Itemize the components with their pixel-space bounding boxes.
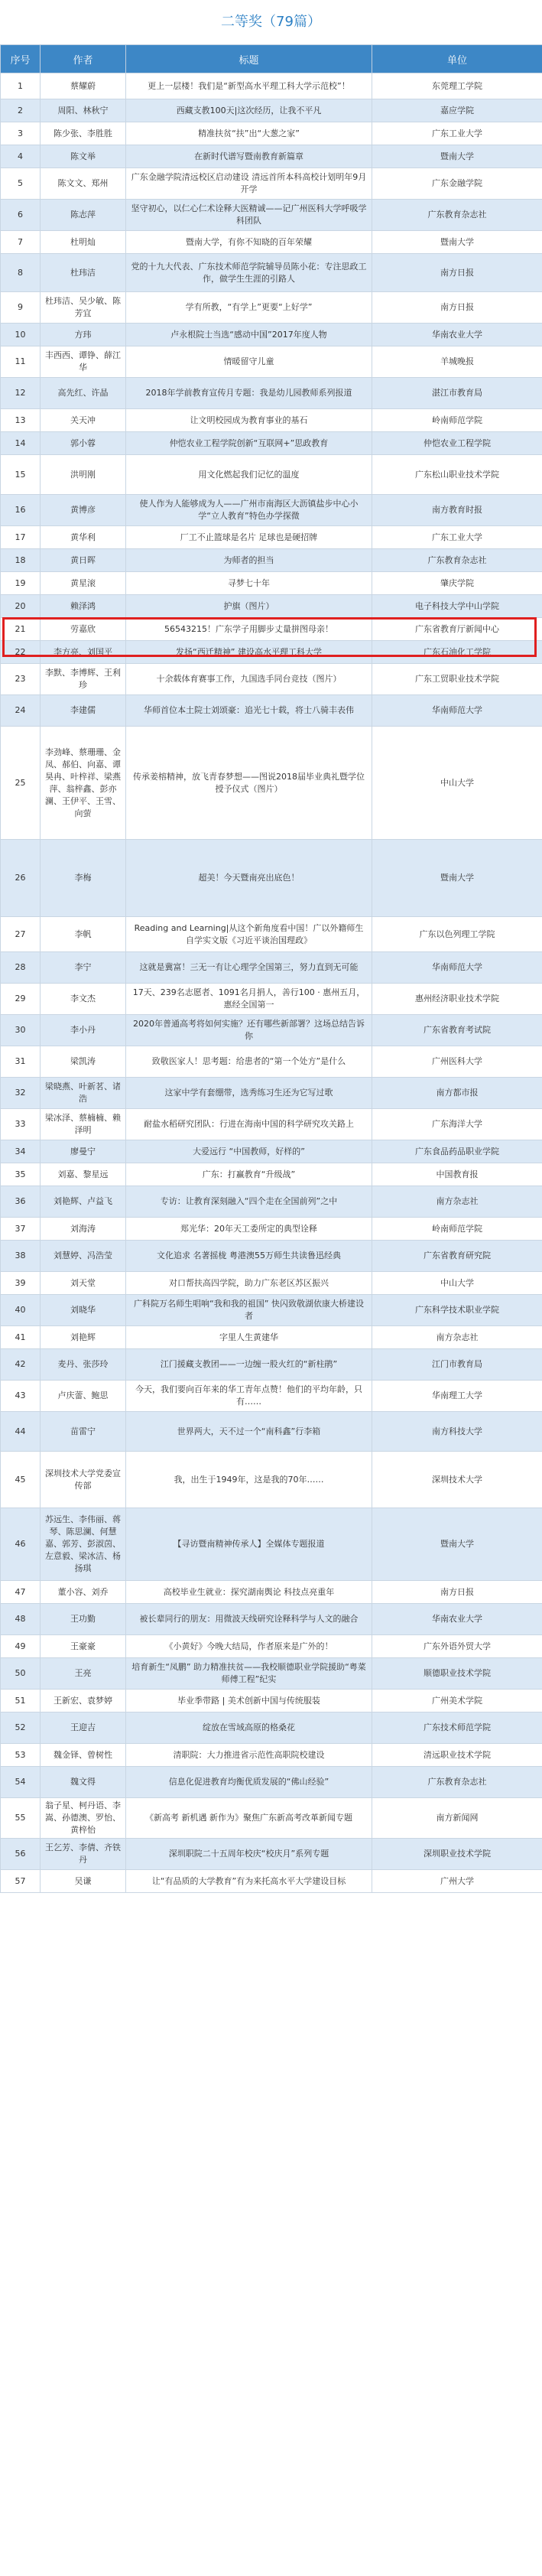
cell-unit: 广东工业大学: [372, 526, 542, 549]
cell-unit: 南方科技大学: [372, 1412, 542, 1452]
table-row: [1, 1744, 542, 1767]
cell-title: 2020年普通高考将如何实施？还有哪些新部署？这场总结告诉你: [126, 1015, 372, 1046]
cell-index: 48: [1, 1604, 41, 1635]
cell-title: 对口帮扶高四学院，助力广东老区苏区振兴: [126, 1272, 372, 1295]
cell-title: 用文化燃起我们记忆的温度: [126, 455, 372, 495]
cell-unit: 广东省教育厅新闻中心: [372, 618, 542, 641]
table-row: [1, 346, 542, 378]
cell-unit: 肇庆学院: [372, 572, 542, 595]
cell-unit: 南方日报: [372, 254, 542, 292]
cell-title: 郑光华：20年天工委所定的典型诠释: [126, 1218, 372, 1241]
cell-unit: 华南师范大学: [372, 952, 542, 984]
cell-title: 这就是冀富！三无一有让心理学全国第三，努力直到无可能: [126, 952, 372, 984]
cell-author: 梁冰泽、蔡楠楠、赖泽明: [41, 1109, 126, 1140]
cell-author: 苗雷宁: [41, 1412, 126, 1452]
cell-author: 王豪豪: [41, 1635, 126, 1658]
cell-index: 19: [1, 572, 41, 595]
cell-author: 高先红、许晶: [41, 378, 126, 409]
cell-title: 情暖留守儿童: [126, 346, 372, 378]
cell-author: 陈志萍: [41, 200, 126, 231]
page-title: 二等奖（79篇）: [221, 14, 321, 30]
cell-index: 23: [1, 664, 41, 695]
cell-index: 52: [1, 1712, 41, 1744]
cell-unit: 江门市教育局: [372, 1349, 542, 1381]
cell-author: 赖泽鸿: [41, 595, 126, 618]
cell-unit: 广东外语外贸大学: [372, 1635, 542, 1658]
cell-author: 蔡耀蔚: [41, 73, 126, 99]
cell-author: 李帆: [41, 917, 126, 952]
table-row: [1, 378, 542, 409]
cell-title: 信息化促进教育均衡优质发展的“佛山经验”: [126, 1767, 372, 1798]
table-row: [1, 99, 542, 122]
cell-unit: 顺德职业技术学院: [372, 1658, 542, 1690]
cell-index: 16: [1, 495, 41, 526]
cell-author: 李方亮、刘国平: [41, 641, 126, 664]
cell-unit: 清远职业技术学院: [372, 1744, 542, 1767]
cell-author: 黄华利: [41, 526, 126, 549]
cell-index: 34: [1, 1140, 41, 1163]
table-row: [1, 292, 542, 324]
cell-index: 46: [1, 1508, 41, 1581]
table-row: [1, 917, 542, 952]
table-row: [1, 1604, 542, 1635]
table-row: [1, 840, 542, 917]
cell-unit: 广东技术师范学院: [372, 1712, 542, 1744]
table-row: [1, 1349, 542, 1381]
cell-unit: 仲恺农业工程学院: [372, 432, 542, 455]
cell-title: 精准扶贫“扶”出“大葱之家”: [126, 122, 372, 145]
cell-author: 刘艳辉、卢益飞: [41, 1186, 126, 1218]
table-row: [1, 409, 542, 432]
table-row: [1, 984, 542, 1015]
cell-author: 郭小蓉: [41, 432, 126, 455]
award-table-container: [0, 44, 542, 1893]
cell-unit: 广东石油化工学院: [372, 641, 542, 664]
table-row: [1, 254, 542, 292]
cell-unit: 嘉应学院: [372, 99, 542, 122]
cell-title: 十余载体育赛事工作，九国选手同台竞技（图片）: [126, 664, 372, 695]
cell-unit: 广州美术学院: [372, 1690, 542, 1712]
cell-index: 31: [1, 1046, 41, 1078]
cell-index: 2: [1, 99, 41, 122]
cell-unit: 暨南大学: [372, 1508, 542, 1581]
cell-unit: 广东以色列理工学院: [372, 917, 542, 952]
cell-index: 38: [1, 1241, 41, 1272]
cell-index: 57: [1, 1870, 41, 1893]
cell-author: 王亮: [41, 1658, 126, 1690]
cell-title: 使人作为人能够成为人——广州市南海区大沥镇盐步中心小学“立人教育”特色办学探微: [126, 495, 372, 526]
cell-author: 吴谦: [41, 1870, 126, 1893]
cell-index: 35: [1, 1163, 41, 1186]
table-row: [1, 572, 542, 595]
cell-title: 西藏支教100天|这次经历，让我不平凡: [126, 99, 372, 122]
cell-index: 29: [1, 984, 41, 1015]
cell-unit: 广州大学: [372, 1870, 542, 1893]
table-row: [1, 495, 542, 526]
cell-title: 在新时代谱写暨南教育新篇章: [126, 145, 372, 168]
table-row: [1, 1412, 542, 1452]
cell-title: 让文明校园成为教育事业的基石: [126, 409, 372, 432]
cell-unit: 中国教育报: [372, 1163, 542, 1186]
cell-unit: 南方新闻网: [372, 1798, 542, 1839]
cell-author: 深圳技术大学党委宣传部: [41, 1452, 126, 1508]
cell-title: 江门援藏支教团——一边缠一股火红的“新柱鹃”: [126, 1349, 372, 1381]
table-row: [1, 1218, 542, 1241]
table-row: [1, 1452, 542, 1508]
cell-title: 专访：让教育深刻融入“四个走在全国前列”之中: [126, 1186, 372, 1218]
cell-index: 44: [1, 1412, 41, 1452]
table-header-row: [1, 45, 542, 73]
cell-unit: 华南理工大学: [372, 1381, 542, 1412]
cell-author: 廖曼宁: [41, 1140, 126, 1163]
table-body: [1, 73, 542, 1893]
cell-unit: 南方教育时报: [372, 495, 542, 526]
table-row: [1, 526, 542, 549]
cell-title: 今天，我们要向百年来的华工青年点赞！他们的平均年龄，只有……: [126, 1381, 372, 1412]
table-row: [1, 200, 542, 231]
cell-unit: 华南农业大学: [372, 1604, 542, 1635]
cell-index: 54: [1, 1767, 41, 1798]
cell-title: 卢永根院士当选“感动中国”2017年度人物: [126, 324, 372, 346]
cell-index: 24: [1, 695, 41, 727]
cell-author: 丰西西、谭铮、薛江华: [41, 346, 126, 378]
header-author: 作者: [41, 45, 126, 73]
cell-unit: 南方杂志社: [372, 1186, 542, 1218]
cell-unit: 广东食品药品职业学院: [372, 1140, 542, 1163]
cell-author: 王迎吉: [41, 1712, 126, 1744]
header-title: 标题: [126, 45, 372, 73]
table-row: [1, 1015, 542, 1046]
table-row: [1, 549, 542, 572]
table-row: [1, 1690, 542, 1712]
table-row: [1, 324, 542, 346]
table-row: [1, 952, 542, 984]
cell-title: 让“有品质的大学教育”有为来托高水平大学建设目标: [126, 1870, 372, 1893]
cell-title: 56543215！广东学子用脚步丈量拼图母亲！: [126, 618, 372, 641]
cell-unit: 广东科学技术职业学院: [372, 1295, 542, 1326]
table-row: [1, 1078, 542, 1109]
cell-title: 更上一层楼！我们是“新型高水平理工科大学示范校”！: [126, 73, 372, 99]
cell-unit: 暨南大学: [372, 840, 542, 917]
cell-index: 14: [1, 432, 41, 455]
table-row: [1, 455, 542, 495]
cell-author: 刘艳辉: [41, 1326, 126, 1349]
cell-unit: 岭南师范学院: [372, 1218, 542, 1241]
cell-title: 广东金融学院清远校区启动建设 清远首所本科高校计划明年9月开学: [126, 168, 372, 200]
table-row: [1, 168, 542, 200]
cell-index: 21: [1, 618, 41, 641]
cell-index: 1: [1, 73, 41, 99]
table-row: [1, 1163, 542, 1186]
cell-index: 41: [1, 1326, 41, 1349]
cell-index: 33: [1, 1109, 41, 1140]
cell-author: 刘晓华: [41, 1295, 126, 1326]
table-row: [1, 231, 542, 254]
table-row: [1, 1326, 542, 1349]
cell-unit: 广东松山职业技术学院: [372, 455, 542, 495]
cell-title: 厂工不止篮球是名片 足球也是硬招牌: [126, 526, 372, 549]
cell-author: 魏文得: [41, 1767, 126, 1798]
cell-author: 周阳、林秋宁: [41, 99, 126, 122]
cell-unit: 湛江市教育局: [372, 378, 542, 409]
cell-author: 卢庆蕾、鲍思: [41, 1381, 126, 1412]
cell-index: 26: [1, 840, 41, 917]
header-unit: 单位: [372, 45, 542, 73]
table-row: [1, 1658, 542, 1690]
cell-author: 王功勤: [41, 1604, 126, 1635]
cell-index: 37: [1, 1218, 41, 1241]
cell-index: 49: [1, 1635, 41, 1658]
table-row: [1, 695, 542, 727]
table-row: [1, 1635, 542, 1658]
cell-index: 11: [1, 346, 41, 378]
table-row: [1, 145, 542, 168]
cell-author: 陈少张、李胜胜: [41, 122, 126, 145]
cell-author: 劳嘉欣: [41, 618, 126, 641]
cell-index: 50: [1, 1658, 41, 1690]
cell-title: 我，出生于1949年，这是我的70年……: [126, 1452, 372, 1508]
cell-title: 传承姜榕精神，放飞青春梦想——图说2018届毕业典礼暨学位授予仪式（图片）: [126, 727, 372, 840]
cell-author: 杜玮洁: [41, 254, 126, 292]
cell-unit: 广东工业大学: [372, 122, 542, 145]
cell-index: 53: [1, 1744, 41, 1767]
table-row: [1, 432, 542, 455]
cell-index: 7: [1, 231, 41, 254]
cell-title: 发扬“西迁精神” 建设高水平理工科大学: [126, 641, 372, 664]
cell-title: 这家中学有套绷带，选秀练习生还为它写过歌: [126, 1078, 372, 1109]
cell-index: 47: [1, 1581, 41, 1604]
cell-unit: 中山大学: [372, 727, 542, 840]
cell-index: 25: [1, 727, 41, 840]
table-row: [1, 1046, 542, 1078]
cell-unit: 南方都市报: [372, 1078, 542, 1109]
cell-author: 方玮: [41, 324, 126, 346]
cell-unit: 南方日报: [372, 1581, 542, 1604]
cell-author: 黄博彦: [41, 495, 126, 526]
cell-title: 深圳职院二十五周年校庆“校庆月”系列专题: [126, 1839, 372, 1870]
cell-author: 黄星滚: [41, 572, 126, 595]
cell-author: 王新宏、袁梦婷: [41, 1690, 126, 1712]
cell-unit: 深圳技术大学: [372, 1452, 542, 1508]
cell-author: 刘天堂: [41, 1272, 126, 1295]
cell-author: 魏金铎、曾树性: [41, 1744, 126, 1767]
cell-unit: 暨南大学: [372, 145, 542, 168]
cell-index: 42: [1, 1349, 41, 1381]
cell-title: 超美！今天暨南亮出底色！: [126, 840, 372, 917]
cell-index: 45: [1, 1452, 41, 1508]
cell-title: 坚守初心，以仁心仁术诠释大医精诚——记广州医科大学呼吸学科团队: [126, 200, 372, 231]
cell-index: 4: [1, 145, 41, 168]
cell-unit: 深圳职业技术学院: [372, 1839, 542, 1870]
cell-index: 43: [1, 1381, 41, 1412]
cell-index: 56: [1, 1839, 41, 1870]
cell-unit: 惠州经济职业技术学院: [372, 984, 542, 1015]
cell-author: 李建儒: [41, 695, 126, 727]
table-row: [1, 1109, 542, 1140]
cell-title: 被长辈同行的朋友：用微波天线研究诠释科学与人文的融合: [126, 1604, 372, 1635]
table-row: [1, 1381, 542, 1412]
cell-author: 杜明灿: [41, 231, 126, 254]
cell-unit: 华南农业大学: [372, 324, 542, 346]
cell-author: 李梅: [41, 840, 126, 917]
cell-title: 世界两大，天不过一个“南科鑫”行李箱: [126, 1412, 372, 1452]
cell-title: 大爱远行 “中国教师，好样的”: [126, 1140, 372, 1163]
cell-author: 陈文举: [41, 145, 126, 168]
cell-index: 27: [1, 917, 41, 952]
cell-title: 培育新生“凤鹏” 助力精准扶贫——我校顺德职业学院援助“粤菜师傅工程”纪实: [126, 1658, 372, 1690]
table-row: [1, 1186, 542, 1218]
cell-title: 字里人生黄建华: [126, 1326, 372, 1349]
header-index: 序号: [1, 45, 41, 73]
cell-title: 绽放在雪域高原的格桑花: [126, 1712, 372, 1744]
table-row: [1, 1508, 542, 1581]
cell-unit: 广东教育杂志社: [372, 1767, 542, 1798]
cell-index: 20: [1, 595, 41, 618]
table-row: [1, 122, 542, 145]
cell-index: 18: [1, 549, 41, 572]
cell-title: 护旗（图片）: [126, 595, 372, 618]
cell-index: 12: [1, 378, 41, 409]
table-row: [1, 595, 542, 618]
cell-author: 麦丹、张莎玲: [41, 1349, 126, 1381]
cell-author: 关天冲: [41, 409, 126, 432]
cell-unit: 岭南师范学院: [372, 409, 542, 432]
table-row: [1, 664, 542, 695]
cell-index: 6: [1, 200, 41, 231]
cell-index: 39: [1, 1272, 41, 1295]
cell-unit: 广东教育杂志社: [372, 549, 542, 572]
table-row: [1, 1798, 542, 1839]
cell-index: 36: [1, 1186, 41, 1218]
cell-title: 《新高考 新机遇 新作为》聚焦广东新高考改革新闻专题: [126, 1798, 372, 1839]
cell-title: 毕业季带路 | 美术创新中国与传统服装: [126, 1690, 372, 1712]
cell-author: 刘嘉、黎星远: [41, 1163, 126, 1186]
cell-index: 17: [1, 526, 41, 549]
cell-title: 广科院万名师生唱响“我和我的祖国” 快闪致敬湖依康大桥建设者: [126, 1295, 372, 1326]
cell-title: 2018年学前教育宣传月专题：我是幼儿园教师系列报道: [126, 378, 372, 409]
cell-author: 刘慧婷、冯浩莹: [41, 1241, 126, 1272]
cell-index: 8: [1, 254, 41, 292]
cell-author: 李默、李博辉、王利珍: [41, 664, 126, 695]
cell-unit: 华南师范大学: [372, 695, 542, 727]
table-row: [1, 1712, 542, 1744]
cell-author: 洪明刚: [41, 455, 126, 495]
cell-title: 寻梦七十年: [126, 572, 372, 595]
cell-index: 28: [1, 952, 41, 984]
cell-title: 高校毕业生就业：探究湖南舆论 科技点亮重年: [126, 1581, 372, 1604]
cell-unit: 广东金融学院: [372, 168, 542, 200]
table-row: [1, 1241, 542, 1272]
table-row: [1, 1839, 542, 1870]
cell-title: 学有所教，“有学上”更要“上好学”: [126, 292, 372, 324]
table-row: [1, 618, 542, 641]
cell-unit: 广州医科大学: [372, 1046, 542, 1078]
cell-title: 【寻访暨南精神传承人】全媒体专题报道: [126, 1508, 372, 1581]
cell-author: 李文杰: [41, 984, 126, 1015]
cell-index: 32: [1, 1078, 41, 1109]
table-row: [1, 1140, 542, 1163]
cell-author: 陈文文、郑州: [41, 168, 126, 200]
cell-index: 13: [1, 409, 41, 432]
cell-author: 王乞芳、李倩、齐铁丹: [41, 1839, 126, 1870]
cell-index: 22: [1, 641, 41, 664]
cell-author: 梁晓燕、叶新茗、诸浩: [41, 1078, 126, 1109]
cell-unit: 广东省教育研究院: [372, 1241, 542, 1272]
cell-title: 广东：打赢教育“升级战”: [126, 1163, 372, 1186]
cell-index: 30: [1, 1015, 41, 1046]
cell-index: 5: [1, 168, 41, 200]
cell-title: 华师首位本土院士刘颂豪：追光七十载，将士八骑丰表伟: [126, 695, 372, 727]
cell-author: 刘海涛: [41, 1218, 126, 1241]
cell-index: 10: [1, 324, 41, 346]
cell-title: 17天、239名志愿者、1091名月捐人，善行100 · 惠州五月，惠经全国第一: [126, 984, 372, 1015]
cell-author: 杜玮洁、吴少敏、陈芳宜: [41, 292, 126, 324]
award-table: [0, 44, 542, 1893]
cell-title: 致敬医家人！思考题：给患者的“第一个处方”是什么: [126, 1046, 372, 1078]
cell-title: 暨南大学，有你不知晓的百年荣耀: [126, 231, 372, 254]
cell-unit: 暨南大学: [372, 231, 542, 254]
cell-author: 黄日晖: [41, 549, 126, 572]
cell-unit: 电子科技大学中山学院: [372, 595, 542, 618]
table-row: [1, 1581, 542, 1604]
cell-title: 耐盐水稻研究团队：行进在海南中国的科学研究攻关路上: [126, 1109, 372, 1140]
table-row: [1, 1272, 542, 1295]
table-row: [1, 641, 542, 664]
cell-unit: 广东省教育考试院: [372, 1015, 542, 1046]
cell-author: 梁凯涛: [41, 1046, 126, 1078]
cell-author: 苏远生、李伟丽、蒋琴、陈思澜、何慧嘉、郭芳、彭淑茵、左意毅、梁冰洁、杨扬琪: [41, 1508, 126, 1581]
cell-index: 51: [1, 1690, 41, 1712]
cell-index: 40: [1, 1295, 41, 1326]
table-row: [1, 73, 542, 99]
cell-index: 3: [1, 122, 41, 145]
cell-unit: 广东海洋大学: [372, 1109, 542, 1140]
cell-author: 李宁: [41, 952, 126, 984]
cell-unit: 东莞理工学院: [372, 73, 542, 99]
cell-index: 15: [1, 455, 41, 495]
cell-author: 董小容、刘乔: [41, 1581, 126, 1604]
table-row: [1, 1870, 542, 1893]
cell-author: 李小丹: [41, 1015, 126, 1046]
cell-author: 翁子星、柯丹语、李嵩、孙德澳、罗怡、黄梓怡: [41, 1798, 126, 1839]
cell-title: 为师者的担当: [126, 549, 372, 572]
table-row: [1, 1767, 542, 1798]
cell-unit: 中山大学: [372, 1272, 542, 1295]
cell-unit: 广东教育杂志社: [372, 200, 542, 231]
cell-unit: 南方日报: [372, 292, 542, 324]
cell-title: Reading and Learning|从这个新角度看中国！广以外籍师生自学实文版《习近平谈治国理政》: [126, 917, 372, 952]
table-row: [1, 1295, 542, 1326]
cell-unit: 南方杂志社: [372, 1326, 542, 1349]
cell-index: 55: [1, 1798, 41, 1839]
cell-index: 9: [1, 292, 41, 324]
cell-unit: 广东工贸职业技术学院: [372, 664, 542, 695]
cell-title: 文化追求 名著摇栊 粤港澳55万师生共读鲁迅经典: [126, 1241, 372, 1272]
cell-title: 清职院：大力推进省示范性高职院校建设: [126, 1744, 372, 1767]
cell-unit: 羊城晚报: [372, 346, 542, 378]
cell-title: 《小黄好》今晚大结局，作者原来是广外的！: [126, 1635, 372, 1658]
cell-title: 党的十九大代表、广东技术师范学院辅导员陈小花：专注思政工作，做学生生涯的引路人: [126, 254, 372, 292]
cell-title: 仲恺农业工程学院创新“互联网+”思政教育: [126, 432, 372, 455]
table-row: [1, 727, 542, 840]
cell-author: 李劲峰、蔡珊珊、金凤、郝伯、向嘉、谭昊冉、叶梓祥、梁燕萍、翁梓鑫、彭亦澜、王伊平、王雪、向萤: [41, 727, 126, 840]
